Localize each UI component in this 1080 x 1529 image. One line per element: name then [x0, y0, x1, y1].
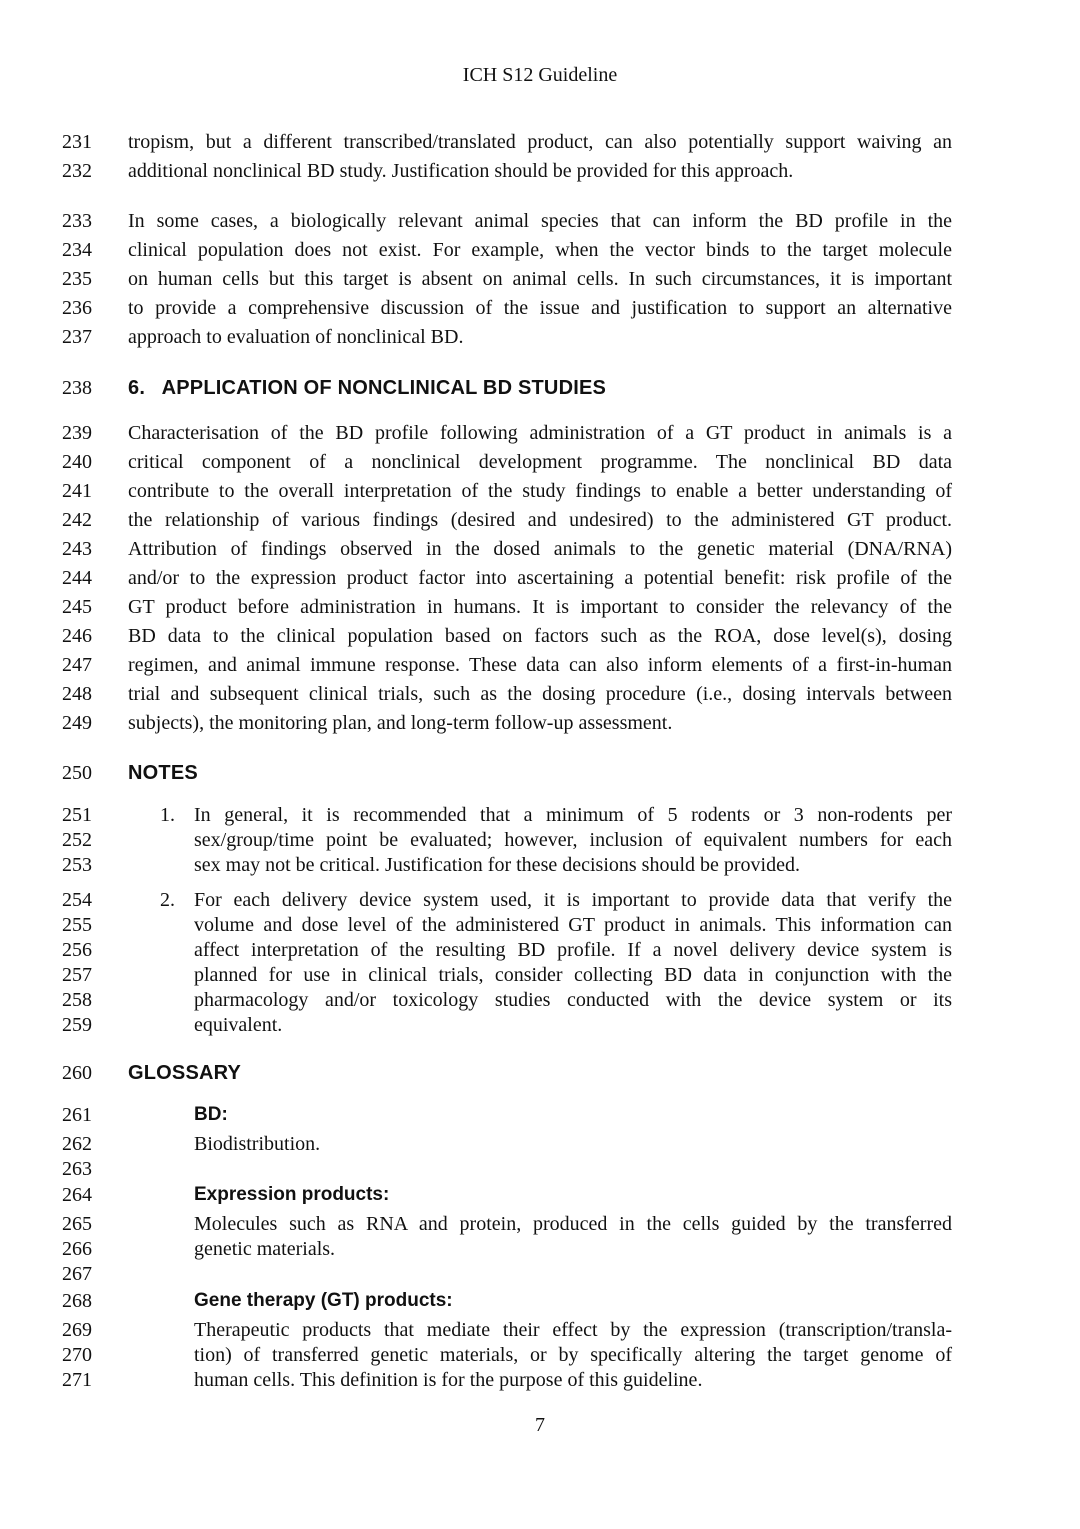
line-number: 249 [62, 712, 92, 734]
text-line: clinical population does not exist. For example, when the vector binds to the target molecule [128, 239, 952, 261]
text-line: human cells. This definition is for the purpose of this guideline. [194, 1369, 703, 1391]
line-numbers [62, 759, 102, 787]
line-number: 265 [62, 1213, 92, 1235]
note-number: 2. [160, 889, 175, 911]
glossary-term: BD: [194, 1104, 228, 1125]
text-line: Characterisation of the BD profile following administration of a GT product in animals is a [128, 422, 952, 444]
line-number: 239 [62, 422, 92, 444]
text-line: the relationship of various findings (desired and undesired) to the administered GT product. [128, 509, 952, 531]
text-line: contribute to the overall interpretation of the study findings to enable a better understanding of [128, 480, 952, 502]
line-number: 252 [62, 829, 92, 851]
line-numbers [62, 1181, 102, 1209]
text-line: volume and dose level of the administered GT product in animals. This information can [194, 914, 952, 936]
line-number: 264 [62, 1184, 92, 1206]
line-number: 260 [62, 1062, 92, 1084]
line-numbers [62, 803, 102, 878]
text-line: Biodistribution. [194, 1133, 321, 1155]
line-numbers [62, 419, 102, 738]
glossary-term: Gene therapy (GT) products: [194, 1290, 453, 1311]
line-number: 268 [62, 1290, 92, 1312]
text-line: to provide a comprehensive discussion of the issue and justification to support an alternative [128, 297, 952, 319]
glossary-definition [194, 1212, 952, 1262]
note-text [194, 803, 952, 878]
line-number: 238 [62, 377, 92, 399]
text-line: on human cells but this target is absent on animal cells. In such circumstances, it is important [128, 268, 952, 290]
line-number: 235 [62, 268, 92, 290]
line-numbers [62, 207, 102, 352]
text-line: affect interpretation of the resulting BD profile. If a novel delivery device system is [194, 939, 952, 961]
text-line: genetic materials. [194, 1238, 336, 1260]
glossary-heading: GLOSSARY [128, 1062, 242, 1084]
text-line: BD data to the clinical population based on factors such as the ROA, dose level(s), dosing [128, 625, 952, 647]
text-line: critical component of a nonclinical development programme. The nonclinical BD data [128, 451, 952, 473]
line-number: 255 [62, 914, 92, 936]
glossary-definition [194, 1132, 952, 1157]
line-numbers [62, 1059, 102, 1087]
text-line: Therapeutic products that mediate their effect by the expression (transcription/transla- [194, 1319, 952, 1341]
line-number: 270 [62, 1344, 92, 1366]
line-number: 233 [62, 210, 92, 232]
page-number: 7 [535, 1414, 545, 1436]
line-number: 251 [62, 804, 92, 826]
line-numbers [62, 1318, 102, 1393]
line-number: 244 [62, 567, 92, 589]
line-number: 240 [62, 451, 92, 473]
line-number: 267 [62, 1263, 92, 1285]
line-number: 254 [62, 889, 92, 911]
line-number: 234 [62, 239, 92, 261]
line-number: 258 [62, 989, 92, 1011]
text-line: sex may not be critical. Justification for these decisions should be provided. [194, 854, 800, 876]
line-number: 250 [62, 762, 92, 784]
paragraph [128, 128, 952, 186]
page-header: ICH S12 Guideline [462, 64, 618, 86]
line-number: 236 [62, 297, 92, 319]
line-number: 246 [62, 625, 92, 647]
note-text [194, 888, 952, 1038]
text-line: additional nonclinical BD study. Justification should be provided for this approach. [128, 160, 794, 182]
line-number: 231 [62, 131, 92, 153]
paragraph [128, 207, 952, 352]
text-line: In general, it is recommended that a minimum of 5 rodents or 3 non-rodents per [194, 804, 952, 826]
paragraph [128, 419, 952, 738]
text-line: subjects), the monitoring plan, and long-term follow-up assessment. [128, 712, 673, 734]
text-line: equivalent. [194, 1014, 283, 1036]
text-line: sex/group/time point be evaluated; however, inclusion of equivalent numbers for each [194, 829, 952, 851]
notes-heading: NOTES [128, 762, 198, 784]
line-numbers [62, 888, 102, 1038]
line-numbers [62, 1132, 102, 1182]
line-number: 253 [62, 854, 92, 876]
text-line: planned for use in clinical trials, consider collecting BD data in conjunction with the [194, 964, 952, 986]
line-number: 263 [62, 1158, 92, 1180]
text-line: Molecules such as RNA and protein, produced in the cells guided by the transferred [194, 1213, 952, 1235]
note-number: 1. [160, 804, 175, 826]
line-number: 271 [62, 1369, 92, 1391]
line-number: 243 [62, 538, 92, 560]
line-number: 257 [62, 964, 92, 986]
line-numbers [62, 1101, 102, 1129]
text-line: trial and subsequent clinical trials, such as the dosing procedure (i.e., dosing intervals between [128, 683, 952, 705]
line-number: 266 [62, 1238, 92, 1260]
line-number: 256 [62, 939, 92, 961]
line-number: 232 [62, 160, 92, 182]
text-line: tion) of transferred genetic materials, or by specifically altering the target genome of [194, 1344, 952, 1366]
line-numbers [62, 374, 102, 402]
glossary-definition [194, 1318, 952, 1393]
text-line: For each delivery device system used, it is important to provide data that verify the [194, 889, 952, 911]
text-line: regimen, and animal immune response. These data can also inform elements of a first-in-human [128, 654, 952, 676]
glossary-term: Expression products: [194, 1184, 390, 1205]
text-line: Attribution of findings observed in the dosed animals to the genetic material (DNA/RNA) [128, 538, 952, 560]
line-numbers [62, 1212, 102, 1287]
line-number: 241 [62, 480, 92, 502]
line-number: 245 [62, 596, 92, 618]
text-line: and/or to the expression product factor into ascertaining a potential benefit: risk profile of the [128, 567, 952, 589]
line-numbers [62, 1287, 102, 1315]
line-number: 261 [62, 1104, 92, 1126]
line-number: 269 [62, 1319, 92, 1341]
text-line: pharmacology and/or toxicology studies conducted with the device system or its [194, 989, 952, 1011]
text-line: In some cases, a biologically relevant animal species that can inform the BD profile in the [128, 210, 952, 232]
text-line: tropism, but a different transcribed/translated product, can also potentially support waiving an [128, 131, 952, 153]
line-number: 237 [62, 326, 92, 348]
section-heading: 6. APPLICATION OF NONCLINICAL BD STUDIES [128, 377, 607, 399]
line-number: 242 [62, 509, 92, 531]
line-number: 247 [62, 654, 92, 676]
text-line: GT product before administration in humans. It is important to consider the relevancy of the [128, 596, 952, 618]
line-number: 248 [62, 683, 92, 705]
line-numbers [62, 128, 102, 186]
line-number: 259 [62, 1014, 92, 1036]
text-line: approach to evaluation of nonclinical BD. [128, 326, 464, 348]
line-number: 262 [62, 1133, 92, 1155]
